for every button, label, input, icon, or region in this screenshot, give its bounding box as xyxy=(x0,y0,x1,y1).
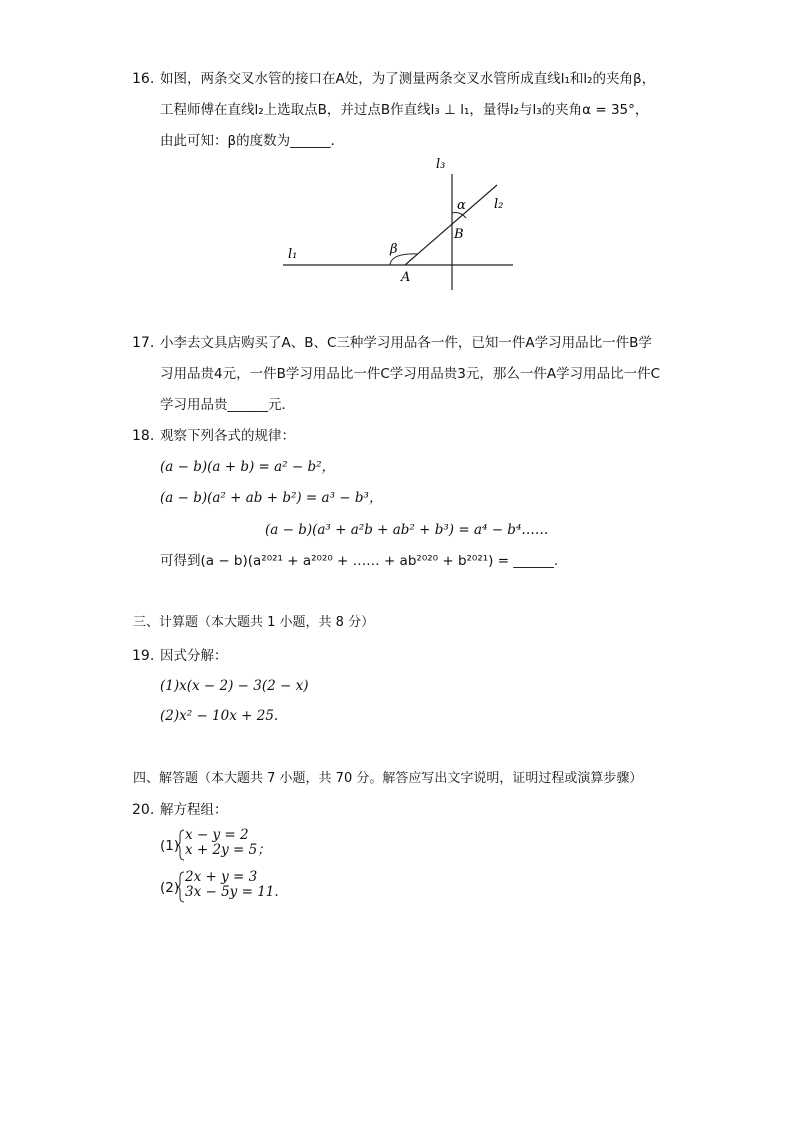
label-l2: l₂ xyxy=(494,197,504,212)
label-l1: l₁ xyxy=(288,247,298,262)
question-19-intro: 因式分解： xyxy=(160,648,228,664)
question-18-equation-3: (a − b)(a³ + a²b + ab² + b³) = a⁴ − b⁴…… xyxy=(265,522,549,538)
question-18-number: 18. xyxy=(132,428,155,444)
label-l3: l₃ xyxy=(436,157,446,172)
question-18-equation-4: 可得到(a − b)(a²⁰²¹ + a²⁰²⁰ + …… + ab²⁰²⁰ + b²⁰²¹) = ______. xyxy=(160,553,559,569)
question-20-part-2-equation-2: 3x − 5y = 11. xyxy=(185,884,279,900)
line-l2 xyxy=(405,185,497,265)
label-beta: β xyxy=(390,242,398,257)
label-point-b: B xyxy=(454,227,464,242)
question-17-line-3: 学习用品贵______元． xyxy=(160,397,295,413)
question-18-equation-2: (a − b)(a² + ab + b²) = a³ − b³， xyxy=(160,490,383,506)
question-19-part-2: (2)x² − 10x + 25. xyxy=(160,708,279,724)
question-16-line-2: 工程师傅在直线l₂上选取点B，并过点B作直线l₃ ⊥ l₁，量得l₂与l₃的夹角α = 35°， xyxy=(160,102,649,118)
label-point-a: A xyxy=(401,270,411,285)
question-18-intro: 观察下列各式的规律： xyxy=(160,428,295,444)
question-20-part-2-label: (2) xyxy=(160,880,180,896)
question-20-part-1-equation-1: x − y = 2 xyxy=(185,827,249,843)
question-17-number: 17. xyxy=(132,335,155,351)
question-19-part-1: (1)x(x − 2) − 3(2 − x) xyxy=(160,678,309,694)
question-19-number: 19. xyxy=(132,648,155,664)
question-16-line-1: 如图，两条交叉水管的接口在A处，为了测量两条交叉水管所成直线l₁和l₂的夹角β， xyxy=(160,71,656,87)
label-alpha: α xyxy=(457,198,466,213)
question-16-number: 16. xyxy=(132,71,155,87)
question-20-intro: 解方程组： xyxy=(160,802,228,818)
section-3-title: 三、计算题（本大题共 1 小题，共 8 分） xyxy=(133,615,375,630)
question-20-part-1-label: (1) xyxy=(160,838,180,854)
question-20-part-1-equation-2: x + 2y = 5； xyxy=(185,842,271,858)
question-17-line-1: 小李去文具店购买了A、B、C三种学习用品各一件，已知一件A学习用品比一件B学 xyxy=(160,335,652,351)
question-16-figure xyxy=(270,150,530,295)
question-20-number: 20. xyxy=(132,802,155,818)
question-20-part-2-equation-1: 2x + y = 3 xyxy=(185,869,258,885)
question-17-line-2: 习用品贵4元，一件B学习用品比一件C学习用品贵3元，那么一件A学习用品比一件C xyxy=(160,366,661,382)
question-16-line-3: 由此可知：β的度数为______． xyxy=(160,133,345,149)
question-18-equation-1: (a − b)(a + b) = a² − b²， xyxy=(160,459,336,475)
section-4-title: 四、解答题（本大题共 7 小题，共 70 分。解答应写出文字说明，证明过程或演算步骤） xyxy=(133,771,643,786)
